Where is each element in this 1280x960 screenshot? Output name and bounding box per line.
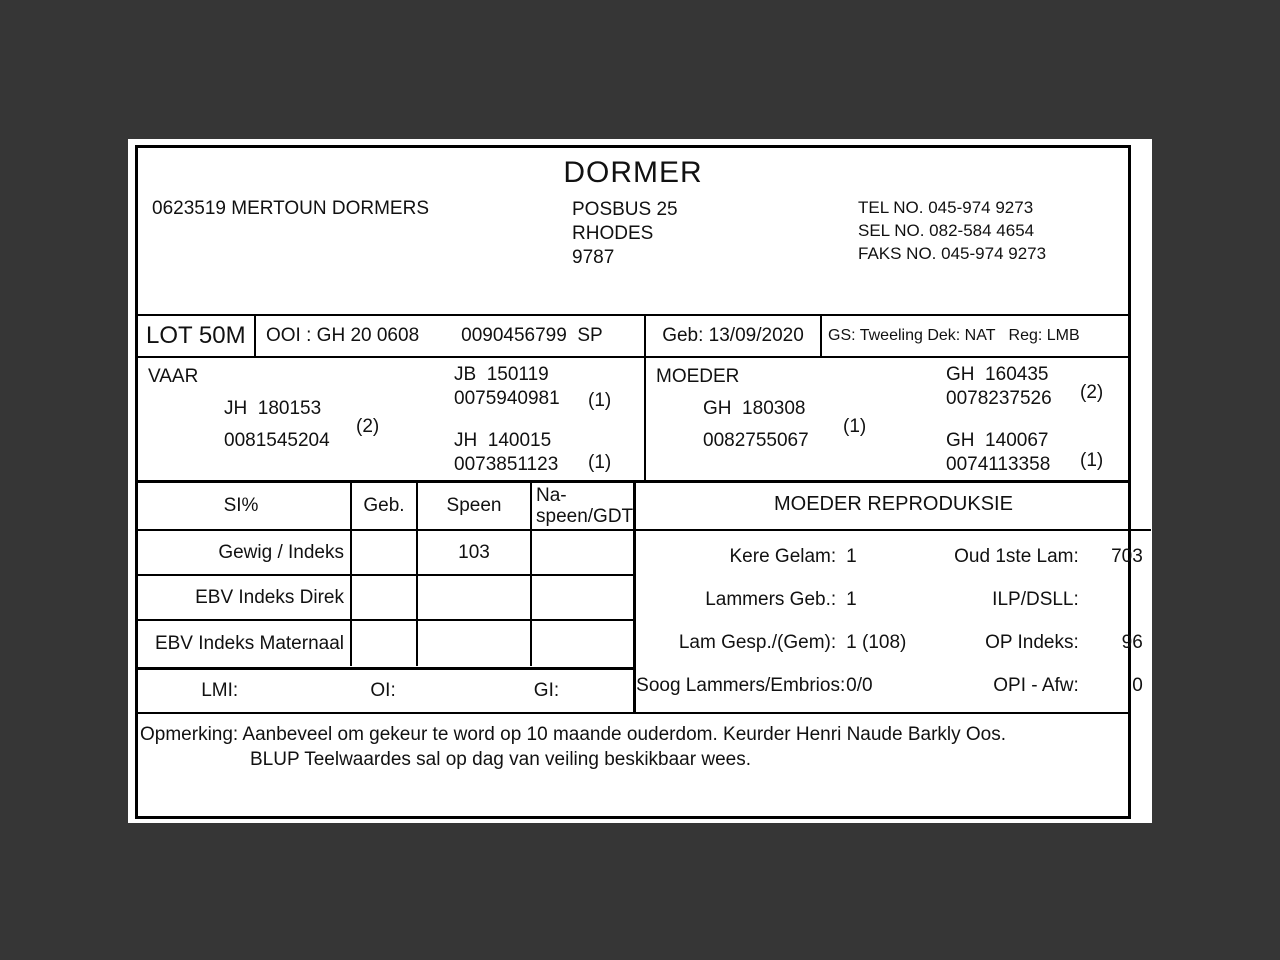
animal-id-cell xyxy=(256,316,646,356)
si-panel xyxy=(138,483,636,712)
grandsire2-count: (1) xyxy=(588,452,612,473)
list-item xyxy=(636,589,1151,611)
dam-reg: 0082755067 xyxy=(703,430,809,451)
sire-count: (2) xyxy=(356,416,380,437)
sire-reg: 0081545204 xyxy=(224,430,330,451)
tel-number: TEL NO. 045-974 9273 xyxy=(858,198,1034,217)
pedigree-section xyxy=(138,358,1128,483)
repro-left-value: 1 (108) xyxy=(846,632,907,654)
address-line: POSBUS 25 xyxy=(572,199,678,220)
si-header-row xyxy=(138,483,633,531)
catalog-card xyxy=(128,139,1152,823)
granddam1-id: GH 160435 xyxy=(946,364,1049,385)
sire-id: JH 180153 xyxy=(224,398,322,419)
repro-right-value: 0 xyxy=(1132,675,1143,697)
oi-label: OI: xyxy=(370,680,396,701)
si-table xyxy=(138,483,633,670)
header-section xyxy=(138,148,1128,316)
breed-title: DORMER xyxy=(563,156,703,189)
repro-left-value: 0/0 xyxy=(846,675,873,697)
repro-left-label: Lam Gesp./(Gem): xyxy=(678,632,837,654)
repro-right-label: OPI - Afw: xyxy=(993,675,1079,697)
main-section xyxy=(138,483,1143,712)
si-row-label: EBV Indeks Maternaal xyxy=(154,632,344,654)
table-row xyxy=(138,531,633,576)
breeder-number-name: 0623519 MERTOUN DORMERS xyxy=(152,198,430,219)
si-header-speen: Speen xyxy=(416,483,530,529)
sire-label: VAAR xyxy=(148,366,199,387)
list-item xyxy=(636,632,1151,654)
si-header-naspeen xyxy=(530,483,633,529)
grandsire1-id: JB 150119 xyxy=(454,364,549,385)
si-header-label: SI% xyxy=(223,495,259,516)
dam-count: (1) xyxy=(843,416,867,437)
indices-row xyxy=(138,670,633,712)
si-cell-naspeen xyxy=(530,576,633,619)
fax-number: FAKS NO. 045-974 9273 xyxy=(858,244,1047,263)
remark-line: BLUP Teelwaardes sal op dag van veiling beskikbaar wees. xyxy=(250,749,751,770)
si-cell-naspeen xyxy=(530,621,633,666)
remarks-section xyxy=(138,712,1128,816)
remark-line: Opmerking: Aanbeveel om gekeur te word op 10 maande ouderdom. Keurder Henri Naude Barkly Oos. xyxy=(140,724,1007,745)
grandsire2-id: JH 140015 xyxy=(454,430,552,451)
grandsire1-reg: 0075940981 xyxy=(454,388,560,409)
si-cell-speen: 103 xyxy=(416,531,530,574)
sire-panel xyxy=(138,358,646,480)
lot-row xyxy=(138,316,1128,358)
si-cell-speen xyxy=(416,576,530,619)
dam-id: GH 180308 xyxy=(703,398,806,419)
dam-panel xyxy=(646,358,1128,480)
granddam2-id: GH 140067 xyxy=(946,430,1049,451)
reproduction-panel xyxy=(636,483,1151,712)
granddam1-reg: 0078237526 xyxy=(946,388,1052,409)
si-header-geb: Geb. xyxy=(350,483,416,529)
address-line: 9787 xyxy=(572,247,615,268)
repro-right-label: Oud 1ste Lam: xyxy=(954,545,1079,567)
si-cell-naspeen xyxy=(530,531,633,574)
list-item xyxy=(636,546,1151,568)
dam-label: MOEDER xyxy=(656,366,740,387)
si-cell-geb xyxy=(350,576,416,619)
repro-left-label: Kere Gelam: xyxy=(729,545,837,567)
grandsire1-count: (1) xyxy=(588,390,612,411)
si-cell-speen xyxy=(416,621,530,666)
card-frame xyxy=(135,145,1143,819)
granddam2-count: (1) xyxy=(1080,450,1104,471)
repro-right-value: 703 xyxy=(1111,545,1143,567)
birth-date-cell xyxy=(646,316,822,356)
repro-right-value: 96 xyxy=(1121,632,1143,654)
animal-id: OOI : GH 20 0608 xyxy=(266,325,420,346)
si-header-naspeen-line2: speen/GDT xyxy=(536,506,634,527)
birth-date: Geb: 13/09/2020 xyxy=(662,325,804,346)
repro-right-label: ILP/DSLL: xyxy=(992,588,1079,610)
lot-number: LOT 50M xyxy=(138,316,256,356)
cell-number: SEL NO. 082-584 4654 xyxy=(858,221,1035,240)
breeder-address xyxy=(572,198,678,270)
reproduction-rows xyxy=(636,531,1151,712)
si-header-naspeen-line1: Na- xyxy=(536,485,567,506)
lmi-label: LMI: xyxy=(201,680,239,701)
address-line: RHODES xyxy=(572,223,654,244)
si-cell-geb xyxy=(350,531,416,574)
si-row-label: Gewig / Indeks xyxy=(218,541,344,563)
granddam1-count: (2) xyxy=(1080,382,1104,403)
granddam2-reg: 0074113358 xyxy=(946,454,1051,475)
gi-label: GI: xyxy=(533,680,560,701)
list-item xyxy=(636,675,1151,697)
repro-left-value: 1 xyxy=(846,545,857,567)
repro-left-value: 1 xyxy=(846,588,857,610)
breeder-contacts xyxy=(858,196,1046,265)
si-row-label: EBV Indeks Direk xyxy=(195,586,344,608)
table-row xyxy=(138,576,633,621)
table-row xyxy=(138,621,633,666)
animal-reg-no: 0090456799 SP xyxy=(461,325,603,346)
repro-right-label: OP Indeks: xyxy=(985,632,1079,654)
si-cell-geb xyxy=(350,621,416,666)
repro-left-label: Soog Lammers/Embrios: xyxy=(636,675,846,697)
repro-left-label: Lammers Geb.: xyxy=(705,588,837,610)
status-cell: GS: Tweeling Dek: NAT Reg: LMB xyxy=(828,327,1080,344)
reproduction-title: MOEDER REPRODUKSIE xyxy=(636,483,1151,531)
grandsire2-reg: 0073851123 xyxy=(454,454,559,475)
